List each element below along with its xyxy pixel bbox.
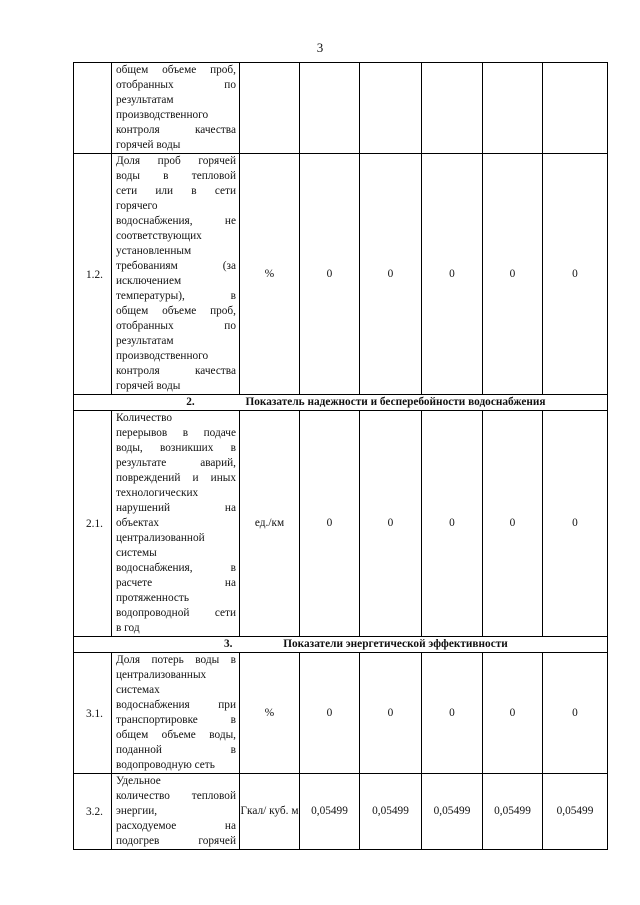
description-line: Удельное [116,775,161,787]
table-row [74,63,608,154]
unit-cell: % [240,154,300,395]
description-line: температуры), в [116,290,236,302]
table-row [74,154,608,395]
description-line: системах [116,684,160,696]
description-line: сети или в сети [116,185,236,197]
row-number [74,63,112,154]
description-line: системы [116,547,157,559]
description-line: Доля потерь воды в [116,654,236,666]
table-row [74,411,608,637]
description-line: расчете на [116,577,236,589]
value-cell: 0 [483,411,543,637]
value-cell: 0 [300,154,360,395]
description-line: транспортировке в [116,714,236,726]
value-cell: 0,05499 [543,774,608,850]
unit-cell: % [240,653,300,774]
row-number: 3.1. [74,653,112,774]
value-cell [483,63,543,154]
value-cell: 0 [422,411,483,637]
description-line: централизованных [116,669,207,681]
description-line: отобранных по [116,79,236,91]
description-line: перерывов в подаче [116,427,236,439]
value-cell: 0 [543,411,608,637]
row-number: 2.1. [74,411,112,637]
indicator-description [112,411,240,637]
indicator-description [112,154,240,395]
row-number: 1.2. [74,154,112,395]
description-line: в год [116,622,140,634]
value-cell: 0 [422,653,483,774]
value-cell [422,63,483,154]
description-line: воды в тепловой [116,170,236,182]
indicator-description [112,653,240,774]
description-line: водоснабжения, не [116,215,236,227]
description-line: установленным [116,245,192,257]
description-line: результате аварий, [116,457,236,469]
section-header [74,637,608,653]
description-line: расходуемое на [116,820,236,832]
description-line: результатам [116,335,174,347]
value-cell: 0 [360,154,422,395]
description-line: общем объеме проб, [116,305,236,317]
indicator-description [112,63,240,154]
table-row [74,653,608,774]
description-line: соответствующих [116,230,202,242]
value-cell: 0,05499 [300,774,360,850]
value-cell: 0 [300,411,360,637]
description-line: результатам [116,94,174,106]
value-cell [543,63,608,154]
value-cell: 0 [543,154,608,395]
description-line: общем объеме проб, [116,64,236,76]
description-line: водоснабжения, в [116,562,236,574]
table-row [74,774,608,850]
description-line: исключением [116,275,182,287]
row-number: 3.2. [74,774,112,850]
section-number: 3. [223,638,233,650]
description-line: контроля качества [116,365,236,377]
description-line: объектах [116,517,160,529]
description-line: производственного [116,109,209,121]
description-line: централизованной [116,532,205,544]
value-cell: 0 [543,653,608,774]
indicator-description [112,774,240,850]
description-line: общем объеме воды, [116,729,236,741]
section-header [74,395,608,411]
section-title: Показатель надежности и бесперебойности водоснабжения [245,396,546,408]
description-line: отобранных по [116,320,236,332]
indicators-table [73,62,608,850]
value-cell: 0 [483,154,543,395]
description-line: Количество [116,412,172,424]
description-line: повреждений и иных [116,472,236,484]
value-cell: 0 [483,653,543,774]
value-cell: 0,05499 [422,774,483,850]
description-line: нарушений на [116,502,236,514]
page-number: 3 [316,40,324,55]
section-row [74,395,608,411]
description-line: водопроводной сети [116,607,236,619]
description-line: горячего [116,200,158,212]
value-cell: 0 [422,154,483,395]
value-cell [360,63,422,154]
value-cell: 0,05499 [483,774,543,850]
description-line: требованиям (за [116,260,236,272]
section-number: 2. [186,396,195,408]
description-line: протяженность [116,592,189,604]
description-line: технологических [116,487,199,499]
section-row [74,637,608,653]
description-line: подогрев горячей [116,835,236,847]
description-line: водоснабжения при [116,699,236,711]
unit-cell: ед./км [240,411,300,637]
value-cell: 0,05499 [360,774,422,850]
description-line: поданной в [116,744,236,756]
description-line: водопроводную сеть [116,759,215,771]
description-line: воды, возникших в [116,442,236,454]
value-cell: 0 [300,653,360,774]
description-line: энергии, [116,805,158,817]
description-line: горячей воды [116,380,181,392]
value-cell: 0 [360,653,422,774]
value-cell: 0 [360,411,422,637]
unit-cell: Гкал/ куб. м [240,774,300,850]
value-cell [300,63,360,154]
description-line: количество тепловой [116,790,236,802]
description-line: Доля проб горячей [116,155,236,167]
description-line: горячей воды [116,139,181,151]
unit-cell [240,63,300,154]
description-line: производственного [116,350,209,362]
description-line: контроля качества [116,124,236,136]
section-title: Показатели энергетической эффективности [283,638,508,650]
